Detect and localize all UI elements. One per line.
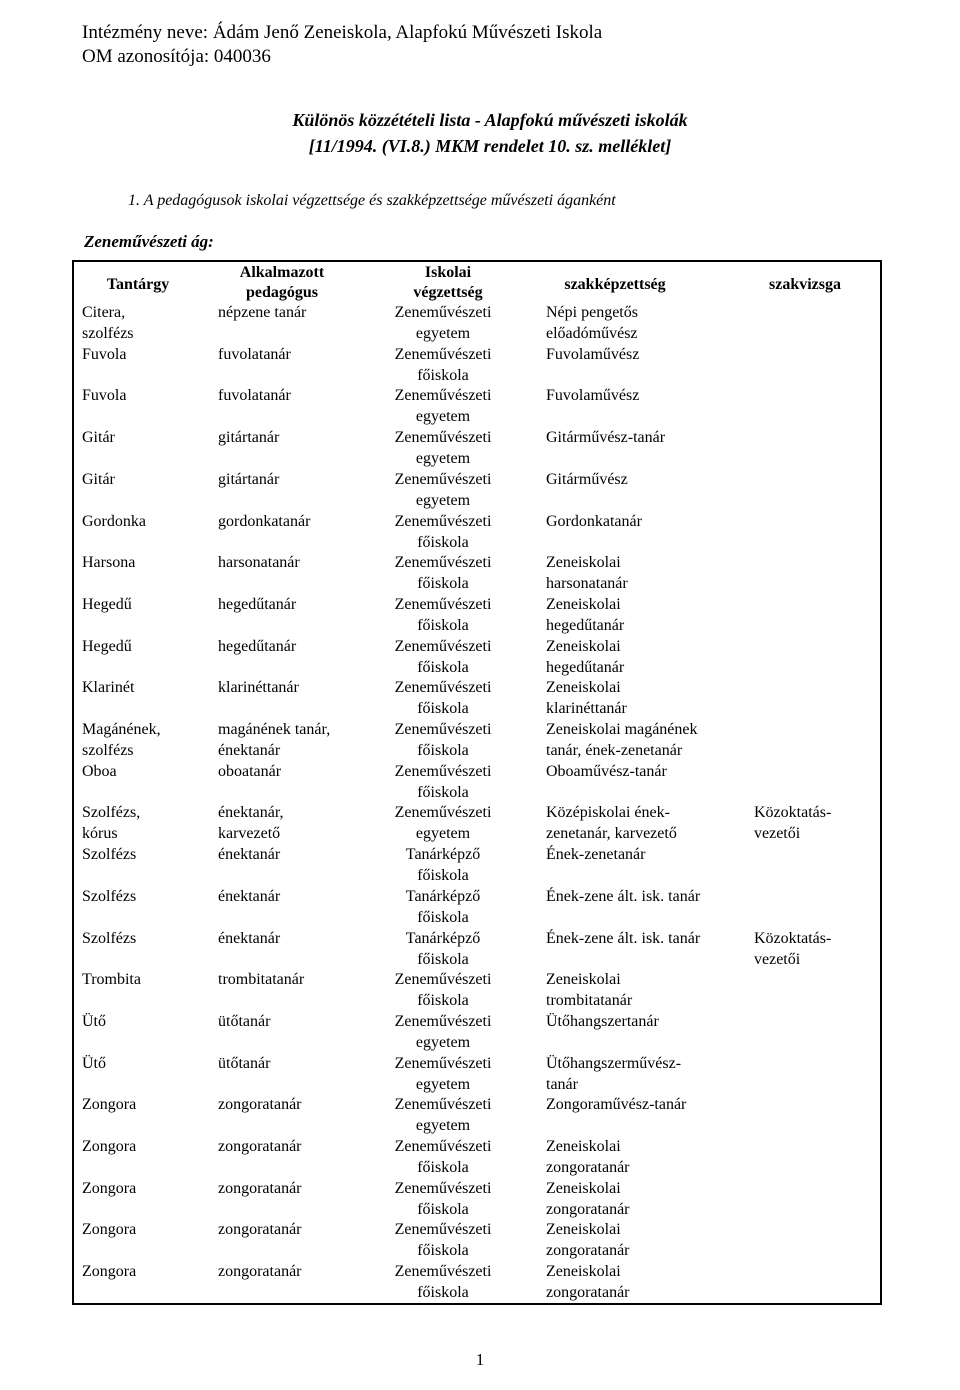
teacher-cell: zongoratanár xyxy=(218,1096,302,1114)
qualification-cell: Oboaművész-tanár xyxy=(546,762,667,780)
subject-cell: Hegedű xyxy=(82,637,132,655)
education-cell: Zeneművészeti egyetem xyxy=(394,804,492,843)
qualification-cell: Gitárművész-tanár xyxy=(546,429,666,447)
qualification-cell: Zeneiskolai klarinéttanár xyxy=(546,679,627,718)
education-cell: Zeneművészeti főiskola xyxy=(394,1221,492,1260)
education-cell: Zeneművészeti főiskola xyxy=(394,1263,492,1302)
qualification-cell: Ének-zene ált. isk. tanár xyxy=(546,929,701,947)
header-tantargy: Tantárgy xyxy=(106,276,170,293)
qualification-cell: Fuvolaművész xyxy=(546,387,640,405)
page-number: 1 xyxy=(475,1350,485,1369)
qualification-cell: Zeneiskolai magánének tanár, ének-zenetanár xyxy=(546,721,698,759)
teacher-cell: fuvolatanár xyxy=(218,387,291,405)
education-cell: Zeneművészeti egyetem xyxy=(394,1012,492,1051)
education-cell: Zeneművészeti egyetem xyxy=(394,1096,492,1135)
subject-cell: Szolfézs xyxy=(82,846,137,864)
education-cell: Zeneművészeti főiskola xyxy=(394,637,492,676)
section-subtitle: 1. A pedagógusok iskolai végzettsége és szakképzettsége művészeti áganként xyxy=(128,192,616,209)
qualification-cell: Ütőhangszerművész- tanár xyxy=(546,1054,682,1093)
teacher-cell: klarinéttanár xyxy=(218,679,299,697)
subject-cell: Szolfézs xyxy=(82,929,137,947)
qualification-cell: Zeneiskolai hegedűtanár xyxy=(546,595,625,634)
education-cell: Zeneművészeti főiskola xyxy=(394,512,492,551)
teacher-cell: harsonatanár xyxy=(218,554,300,572)
subject-cell: Oboa xyxy=(82,762,117,780)
teacher-cell: énektanár xyxy=(218,887,281,905)
institution-name: Intézmény neve: Ádám Jenő Zeneiskola, Alapfokú Művészeti Iskola xyxy=(82,22,603,43)
qualification-cell: Zeneiskolai zongoratanár xyxy=(546,1221,630,1260)
exam-cell: Közoktatás- vezetői xyxy=(754,929,832,968)
teacher-cell: hegedűtanár xyxy=(218,595,297,613)
qualification-cell: Ének-zenetanár xyxy=(546,846,646,864)
title-line-2: [11/1994. (VI.8.) MKM rendelet 10. sz. melléklet] xyxy=(308,136,672,156)
teacher-cell: énektanár xyxy=(218,846,281,864)
subject-cell: Gitár xyxy=(82,429,115,447)
teacher-cell: trombitatanár xyxy=(218,971,305,989)
om-id: OM azonosítója: 040036 xyxy=(82,46,271,67)
subject-cell: Gordonka xyxy=(82,512,146,530)
education-cell: Zeneművészeti egyetem xyxy=(394,304,492,342)
subject-cell: Szolfézs, kórus xyxy=(82,804,141,843)
qualification-cell: Zeneiskolai hegedűtanár xyxy=(546,637,625,676)
subject-cell: Fuvola xyxy=(82,345,127,363)
qualification-cell: Zeneiskolai trombitatanár xyxy=(546,971,633,1010)
qualification-cell: Zeneiskolai zongoratanár xyxy=(546,1263,630,1302)
education-cell: Zeneművészeti főiskola xyxy=(394,554,492,593)
education-cell: Tanárképző főiskola xyxy=(405,929,481,968)
education-cell: Zeneművészeti egyetem xyxy=(394,429,492,468)
header-pedagogus: Alkalmazott pedagógus xyxy=(239,264,325,301)
qualification-cell: Zeneiskolai zongoratanár xyxy=(546,1138,630,1176)
teacher-cell: fuvolatanár xyxy=(218,345,291,363)
header-szakkepzettseg: szakképzettség xyxy=(564,276,666,293)
qualification-cell: Fuvolaművész xyxy=(546,345,640,363)
teacher-cell: énektanár xyxy=(218,929,281,947)
header-vegzettseg: Iskolai végzettség xyxy=(413,264,483,301)
teacher-cell: magánének tanár, énektanár xyxy=(218,721,331,759)
teacher-cell: énektanár, karvezető xyxy=(218,804,284,843)
subject-cell: Gitár xyxy=(82,470,115,488)
qualification-cell: Gitárművész xyxy=(546,470,628,488)
subject-cell: Fuvola xyxy=(82,387,127,405)
teacher-cell: ütőtanár xyxy=(218,1012,271,1030)
subject-cell: Klarinét xyxy=(82,679,135,697)
qualification-cell: Zeneiskolai zongoratanár xyxy=(546,1179,630,1218)
subject-cell: Hegedű xyxy=(82,595,132,613)
title-line-1: Különös közzétételi lista - Alapfokú művészeti iskolák xyxy=(292,110,688,130)
teacher-cell: népzene tanár xyxy=(218,304,307,321)
education-cell: Zeneművészeti főiskola xyxy=(394,345,492,384)
header-szakvizsga: szakvizsga xyxy=(769,276,841,293)
subject-cell: Zongora xyxy=(82,1179,137,1197)
education-cell: Tanárképző főiskola xyxy=(405,887,481,926)
subject-cell: Zongora xyxy=(82,1096,137,1114)
education-cell: Zeneművészeti egyetem xyxy=(394,1054,492,1093)
teacher-cell: gitártanár xyxy=(218,470,280,488)
education-cell: Zeneművészeti egyetem xyxy=(394,387,492,426)
education-cell: Zeneművészeti főiskola xyxy=(394,971,492,1010)
subject-cell: Harsona xyxy=(82,554,136,572)
education-cell: Zeneművészeti főiskola xyxy=(394,1179,492,1218)
subject-cell: Citera, szolfézs xyxy=(82,304,134,342)
qualification-cell: Zeneiskolai harsonatanár xyxy=(546,554,628,593)
teacher-cell: hegedűtanár xyxy=(218,637,297,655)
subject-cell: Magánének, szolfézs xyxy=(82,721,161,759)
subject-cell: Szolfézs xyxy=(82,887,137,905)
subject-cell: Zongora xyxy=(82,1138,137,1155)
education-cell: Zeneművészeti főiskola xyxy=(394,595,492,634)
teacher-cell: zongoratanár xyxy=(218,1221,302,1239)
subject-cell: Zongora xyxy=(82,1221,137,1239)
qualification-cell: Ütőhangszertanár xyxy=(546,1012,659,1030)
education-cell: Zeneművészeti egyetem xyxy=(394,470,492,509)
qualification-cell: Gordonkatanár xyxy=(546,512,642,530)
teacher-cell: gordonkatanár xyxy=(218,512,311,530)
document-title xyxy=(210,107,770,159)
education-cell: Zeneművészeti főiskola xyxy=(394,679,492,718)
exam-cell: Közoktatás- vezetői xyxy=(754,804,832,843)
subject-cell: Zongora xyxy=(82,1263,137,1281)
teacher-cell: zongoratanár xyxy=(218,1179,302,1197)
qualification-cell: Középiskolai ének- zenetanár, karvezető xyxy=(546,804,677,843)
teacher-cell: zongoratanár xyxy=(218,1263,302,1281)
education-cell: Zeneművészeti főiskola xyxy=(394,762,492,801)
qualification-cell: Népi pengetős előadóművész xyxy=(546,304,638,342)
teacher-cell: oboatanár xyxy=(218,762,282,780)
teacher-cell: gitártanár xyxy=(218,429,280,447)
branch-label: Zeneművészeti ág: xyxy=(84,232,214,251)
teacher-cell: ütőtanár xyxy=(218,1054,271,1072)
qualification-cell: Zongoraművész-tanár xyxy=(546,1096,687,1114)
education-cell: Tanárképző főiskola xyxy=(405,846,481,885)
education-cell: Zeneművészeti főiskola xyxy=(394,721,492,759)
qualification-cell: Ének-zene ált. isk. tanár xyxy=(546,887,701,905)
subject-cell: Ütő xyxy=(82,1054,106,1072)
subject-cell: Ütő xyxy=(82,1012,106,1030)
education-cell: Zeneművészeti főiskola xyxy=(394,1138,492,1176)
teacher-cell: zongoratanár xyxy=(218,1138,302,1155)
subject-cell: Trombita xyxy=(82,971,141,989)
